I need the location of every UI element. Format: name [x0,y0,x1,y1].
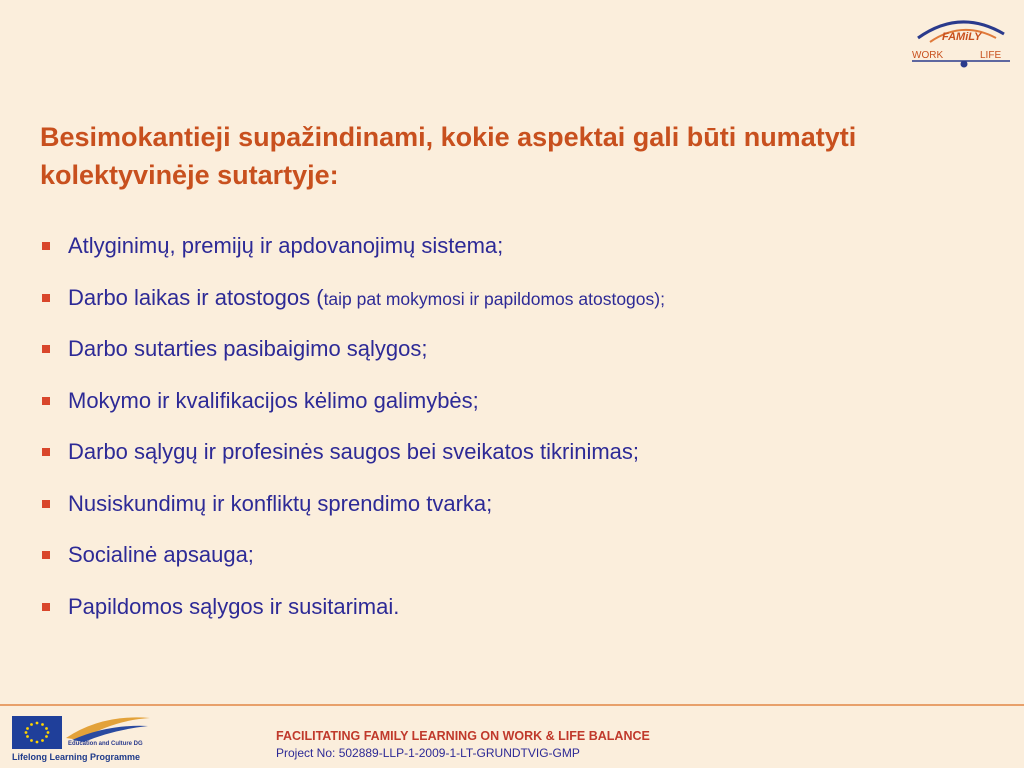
bullet-text: Nusiskundimų ir konfliktų sprendimo tvarka; [68,490,493,516]
bullet-text: Atlyginimų, premijų ir apdovanojimų sistema; [68,233,504,258]
bullet-list [40,226,990,638]
bullet-square-icon [42,603,50,611]
education-culture-label: Education and Culture DG [68,741,143,747]
list-item [40,226,990,278]
footer-title: FACILITATING FAMILY LEARNING ON WORK & LIFE BALANCE [276,729,650,743]
list-item [40,587,990,639]
bullet-text: Darbo sąlygų ir profesinės saugos bei sveikatos tikrinimas; [68,439,640,464]
bullet-text: Mokymo ir kvalifikacijos kėlimo galimybės; [68,387,479,413]
lifelong-learning-label: Lifelong Learning Programme [12,752,141,762]
logo-work-text: WORK [912,50,944,61]
footer-divider [0,704,1024,706]
list-item [40,432,990,484]
slide-title: Besimokantieji supažindinami, kokie aspektai gali būti numatyti kolektyvinėje sutartyje: [40,122,857,190]
eu-flag-icon [12,716,62,749]
family-work-life-logo [908,14,1014,70]
bullet-square-icon [42,397,50,405]
bullet-square-icon [42,345,50,353]
bullet-text: Darbo laikas ir atostogos ( [68,284,324,310]
bullet-square-icon [42,294,50,302]
bullet-square-icon [42,500,50,508]
bullet-text: Darbo sutarties pasibaigimo sąlygos; [68,336,428,361]
list-item [40,535,990,587]
list-item [40,278,990,330]
bullet-square-icon [42,448,50,456]
bullet-text: Socialinė apsauga; [68,542,254,567]
bullet-text: Papildomos sąlygos ir susitarimai. [68,593,400,619]
bullet-small-text: taip pat mokymosi ir papildomos atostogos); [323,288,665,309]
list-item [40,329,990,381]
list-item [40,484,990,536]
bullet-square-icon [42,242,50,250]
logo-family-text: FAMiLY [942,31,982,43]
footer-project-number: Project No: 502889-LLP-1-2009-1-LT-GRUNDTVIG-GMP [276,746,580,760]
bullet-square-icon [42,551,50,559]
logo-life-text: LIFE [980,50,1002,61]
list-item [40,381,990,433]
